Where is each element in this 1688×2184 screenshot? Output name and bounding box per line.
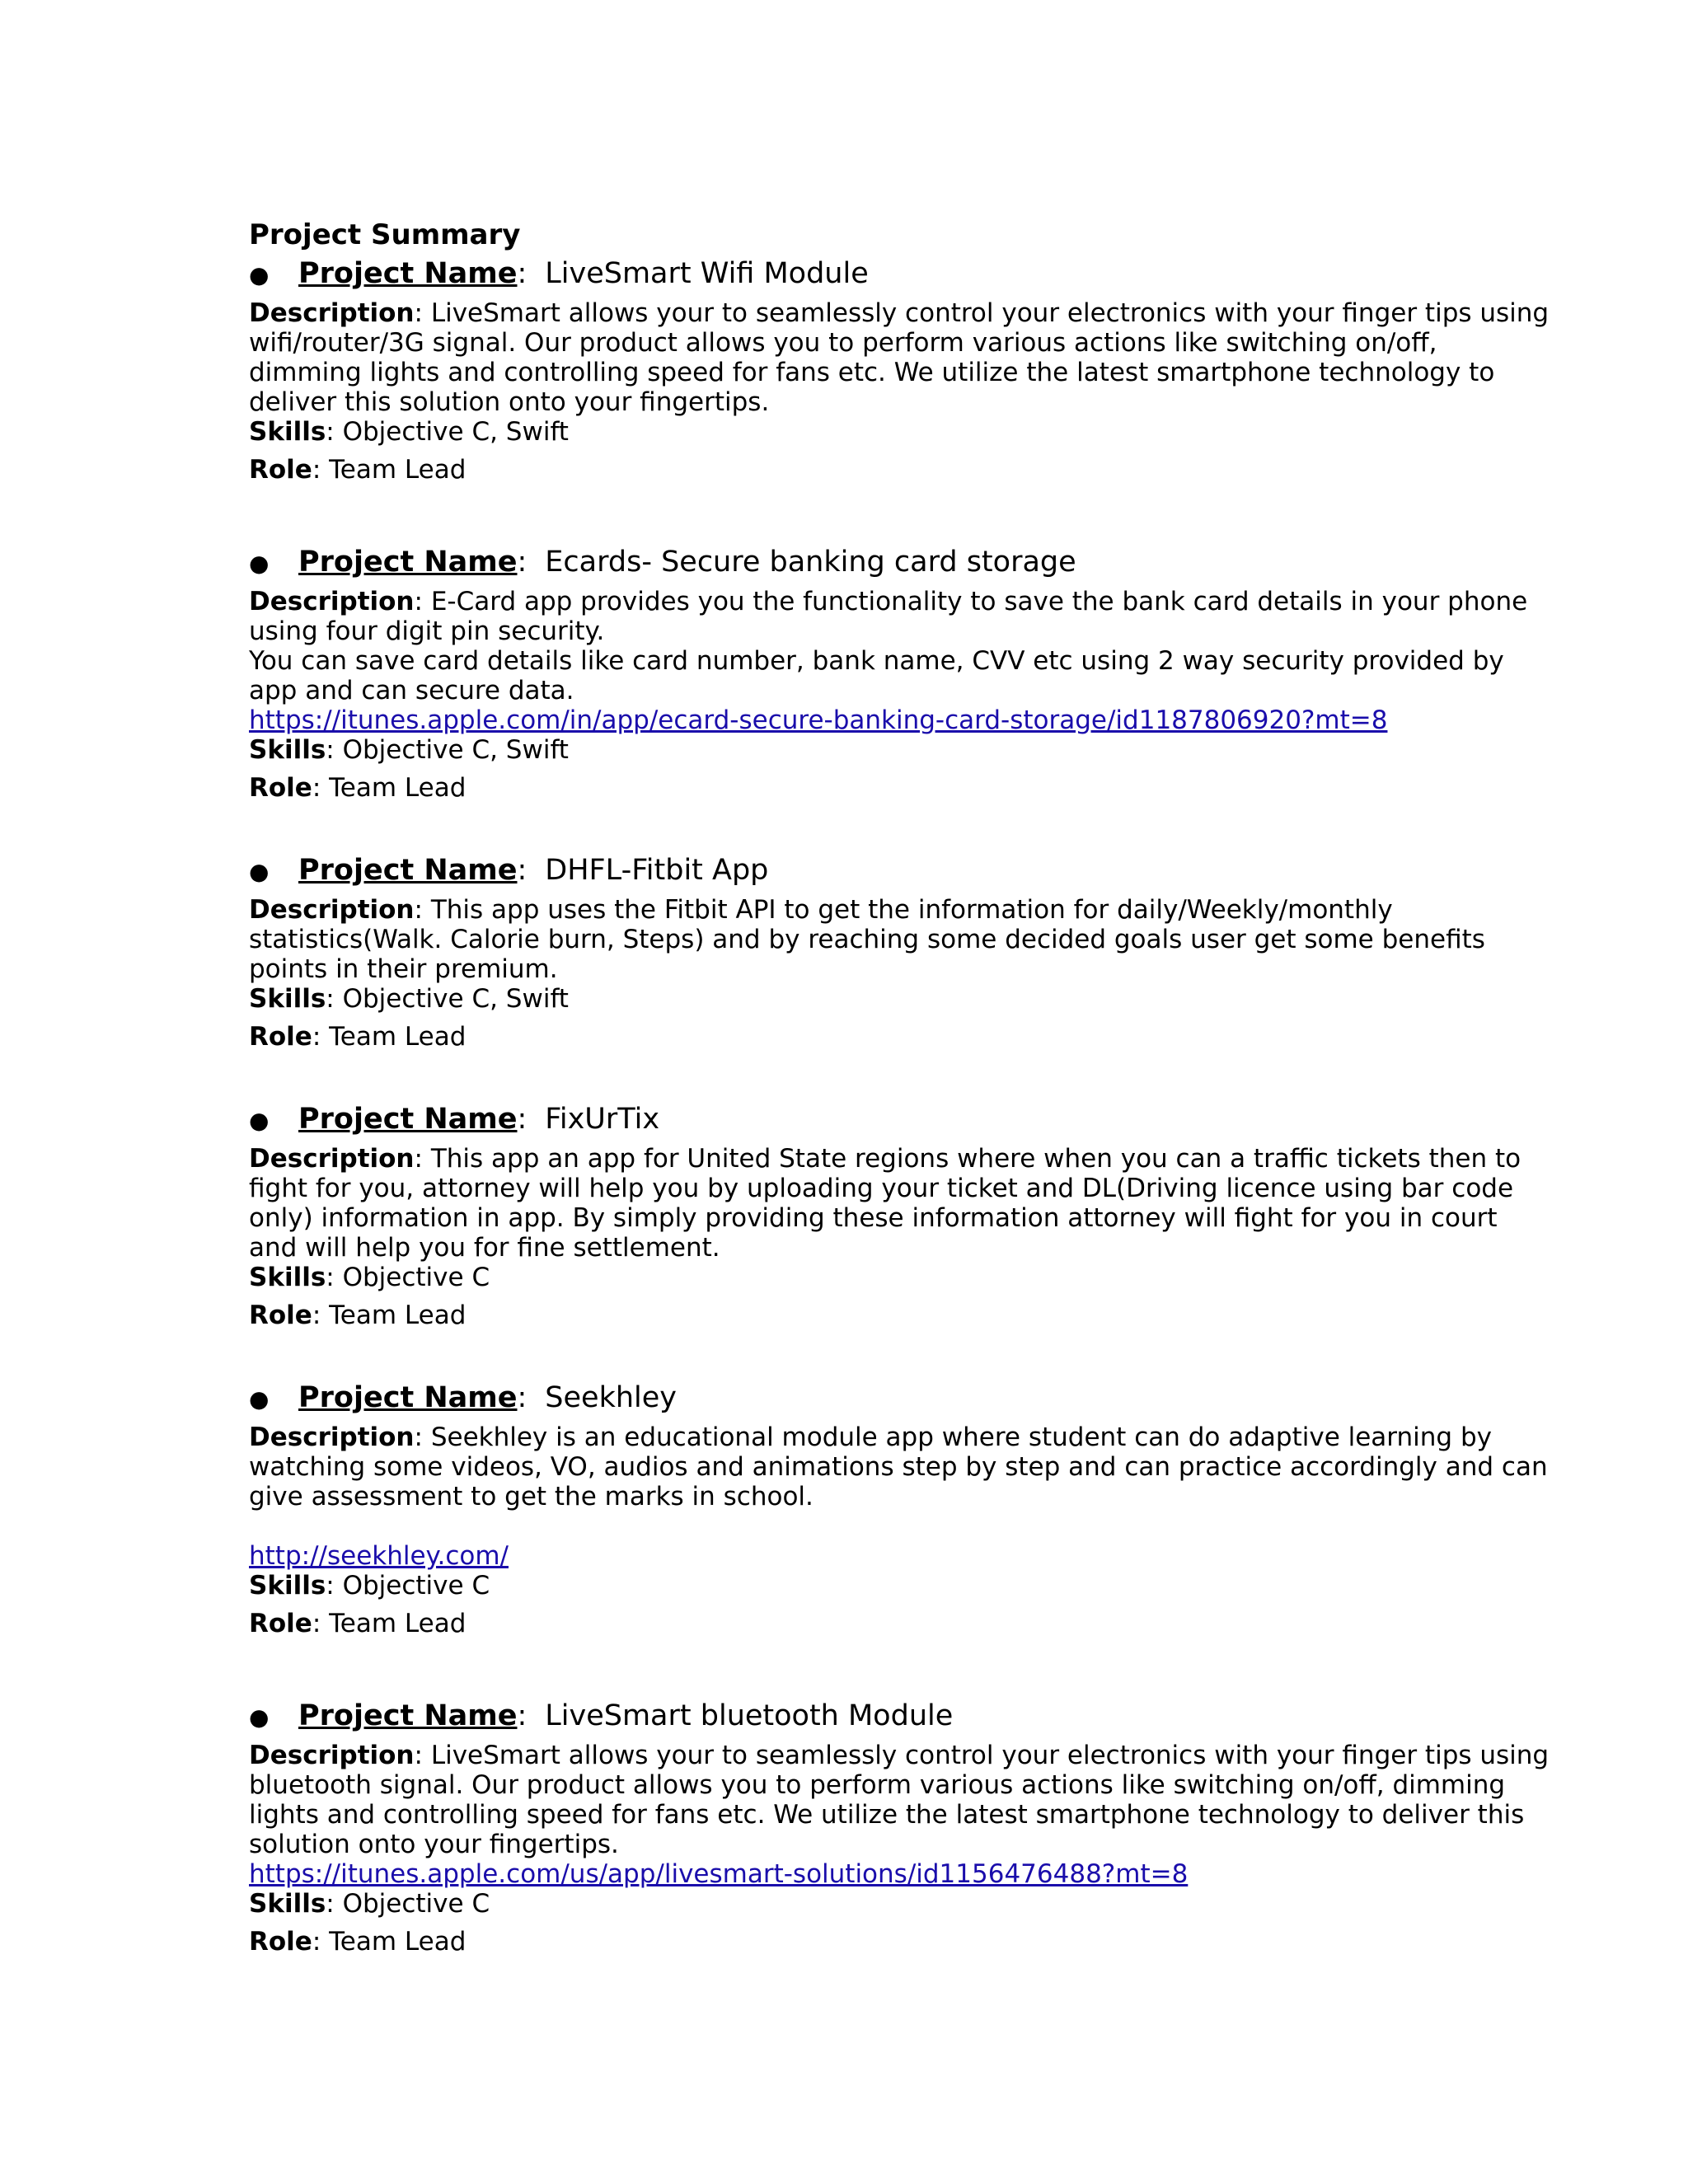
project-link[interactable]: http://seekhley.com/ (249, 1541, 509, 1571)
bullet-icon: ● (249, 1704, 270, 1731)
role-label: Role (249, 1927, 312, 1957)
project-description-extra: You can save card details like card number, bank name, CVV etc using 2 way security provided by app and can secure data. (249, 646, 1504, 705)
role-label: Role (249, 1609, 312, 1638)
project-item (249, 1378, 1551, 1638)
skills-value: Objective C (342, 1889, 490, 1919)
skills-label: Skills (249, 735, 326, 765)
description-label: Description (249, 1741, 415, 1770)
project-role: Role: Team Lead (249, 1927, 467, 1957)
project-description: Description: LiveSmart allows your to seamlessly control your electronics with your finger tips using wifi/router/3G signal. Our product allows you to perform various actions like switching on/off, dimming lights and controlling speed for fans etc. We utilize the latest smartphone technology to deliver this solution onto your fingertips. (249, 298, 1550, 417)
project-role: Role: Team Lead (249, 1022, 467, 1052)
skills-label: Skills (249, 984, 326, 1014)
role-label: Role (249, 773, 312, 803)
description-text: LiveSmart allows your to seamlessly control your electronics with your finger tips using bluetooth signal. Our product allows you to perform various actions like switching on/off, dimming lights and controlling speed for fans etc. We utilize the latest smartphone technology to deliver this solution onto your fingertips. (249, 1741, 1550, 1859)
project-name: Ecards- Secure banking card storage (545, 546, 1076, 579)
project-skills: Skills: Objective C, Swift (249, 735, 569, 765)
project-description: Description: E-Card app provides you the functionality to save the bank card details in your phone using four digit pin security. (249, 587, 1528, 646)
skills-value: Objective C (342, 1263, 490, 1292)
project-name-label: Project Name (298, 854, 518, 887)
project-role: Role: Team Lead (249, 1301, 467, 1330)
description-text: Seekhley is an educational module app where student can do adaptive learning by watching some videos, VO, audios and animations step by step and can practice accordingly and can give assessment to get the marks in school. (249, 1422, 1548, 1511)
project-name-label: Project Name (298, 546, 518, 579)
project-skills: Skills: Objective C, Swift (249, 417, 569, 447)
description-label: Description (249, 587, 415, 616)
skills-label: Skills (249, 1263, 326, 1292)
project-role: Role: Team Lead (249, 1609, 467, 1638)
description-text: This app uses the Fitbit API to get the information for daily/Weekly/monthly statistics(Walk. Calorie burn, Steps) and by reaching some decided goals user get some benefits points in their premium. (249, 895, 1485, 984)
project-item (249, 1099, 1551, 1330)
skills-label: Skills (249, 1571, 326, 1601)
description-label: Description (249, 1144, 415, 1174)
project-description: Description: Seekhley is an educational module app where student can do adaptive learning by watching some videos, VO, audios and animations step by step and can practice accordingly and can give assessment to get the marks in school. (249, 1422, 1548, 1511)
skills-value: Objective C, Swift (342, 735, 569, 765)
role-value: Team Lead (329, 773, 467, 803)
description-text: E-Card app provides you the functionality to save the bank card details in your phone using four digit pin security. (249, 587, 1528, 646)
project-name-label: Project Name (298, 1381, 518, 1414)
project-name-label: Project Name (298, 257, 518, 290)
project-name-label: Project Name (298, 1699, 518, 1732)
bullet-icon: ● (249, 550, 270, 577)
description-label: Description (249, 1422, 415, 1452)
page-title: Project Summary (249, 218, 521, 251)
document-page (249, 216, 1551, 1957)
role-label: Role (249, 1022, 312, 1052)
colon: : (517, 546, 528, 579)
role-value: Team Lead (329, 1609, 467, 1638)
project-link[interactable]: https://itunes.apple.com/in/app/ecard-secure-banking-card-storage/id1187806920?mt=8 (249, 705, 1388, 735)
project-heading (249, 1099, 1551, 1139)
role-label: Role (249, 1301, 312, 1330)
colon: : (517, 257, 528, 290)
colon: : (517, 854, 528, 887)
project-description: Description: LiveSmart allows your to seamlessly control your electronics with your finger tips using bluetooth signal. Our product allows you to perform various actions like switching on/off, dimming lights and controlling speed for fans etc. We utilize the latest smartphone technology to deliver this solution onto your fingertips. (249, 1741, 1550, 1859)
description-label: Description (249, 298, 415, 328)
project-skills: Skills: Objective C (249, 1571, 490, 1601)
role-value: Team Lead (329, 1927, 467, 1957)
project-description: Description: This app an app for United State regions where when you can a traffic tickets then to fight for you, attorney will help you by uploading your ticket and DL(Driving licence using bar code only) information in app. By simply providing these information attorney will fight for you in court and will help you for fine settlement. (249, 1144, 1522, 1263)
project-skills: Skills: Objective C (249, 1889, 490, 1919)
project-heading (249, 254, 1551, 293)
project-role: Role: Team Lead (249, 773, 467, 803)
colon: : (517, 1103, 528, 1136)
skills-value: Objective C, Swift (342, 984, 569, 1014)
project-item (249, 1696, 1551, 1957)
description-label: Description (249, 895, 415, 925)
project-heading (249, 1696, 1551, 1736)
project-skills: Skills: Objective C (249, 1263, 490, 1292)
skills-value: Objective C, Swift (342, 417, 569, 447)
role-label: Role (249, 455, 312, 485)
bullet-icon: ● (249, 858, 270, 885)
project-name: DHFL-Fitbit App (545, 854, 769, 887)
bullet-icon: ● (249, 1385, 270, 1413)
description-text: LiveSmart allows your to seamlessly control your electronics with your finger tips using wifi/router/3G signal. Our product allows you to perform various actions like switching on/off, dimming lights and controlling speed for fans etc. We utilize the latest smartphone technology to deliver this solution onto your fingertips. (249, 298, 1550, 417)
project-name: Seekhley (545, 1381, 677, 1414)
description-text: This app an app for United State regions where when you can a traffic tickets then to fight for you, attorney will help you by uploading your ticket and DL(Driving licence using bar code only) information in app. By simply providing these information attorney will fight for you in court and will help you for fine settlement. (249, 1144, 1522, 1263)
project-name-label: Project Name (298, 1103, 518, 1136)
project-heading (249, 851, 1551, 890)
project-item (249, 851, 1551, 1052)
project-skills: Skills: Objective C, Swift (249, 984, 569, 1014)
skills-value: Objective C (342, 1571, 490, 1601)
bullet-icon: ● (249, 261, 270, 288)
skills-label: Skills (249, 417, 326, 447)
skills-label: Skills (249, 1889, 326, 1919)
project-role: Role: Team Lead (249, 455, 467, 485)
project-heading (249, 1378, 1551, 1418)
project-name: FixUrTix (545, 1103, 660, 1136)
project-heading (249, 542, 1551, 582)
colon: : (517, 1381, 528, 1414)
role-value: Team Lead (329, 1301, 467, 1330)
colon: : (517, 1699, 528, 1732)
project-item (249, 254, 1551, 485)
project-link[interactable]: https://itunes.apple.com/us/app/livesmart-solutions/id1156476488?mt=8 (249, 1859, 1189, 1889)
role-value: Team Lead (329, 455, 467, 485)
project-name: LiveSmart bluetooth Module (545, 1699, 954, 1732)
project-description: Description: This app uses the Fitbit API to get the information for daily/Weekly/monthly statistics(Walk. Calorie burn, Steps) and by reaching some decided goals user get some benefits points in their premium. (249, 895, 1485, 984)
role-value: Team Lead (329, 1022, 467, 1052)
project-item (249, 542, 1551, 803)
bullet-icon: ● (249, 1107, 270, 1134)
project-name: LiveSmart Wifi Module (545, 257, 869, 290)
